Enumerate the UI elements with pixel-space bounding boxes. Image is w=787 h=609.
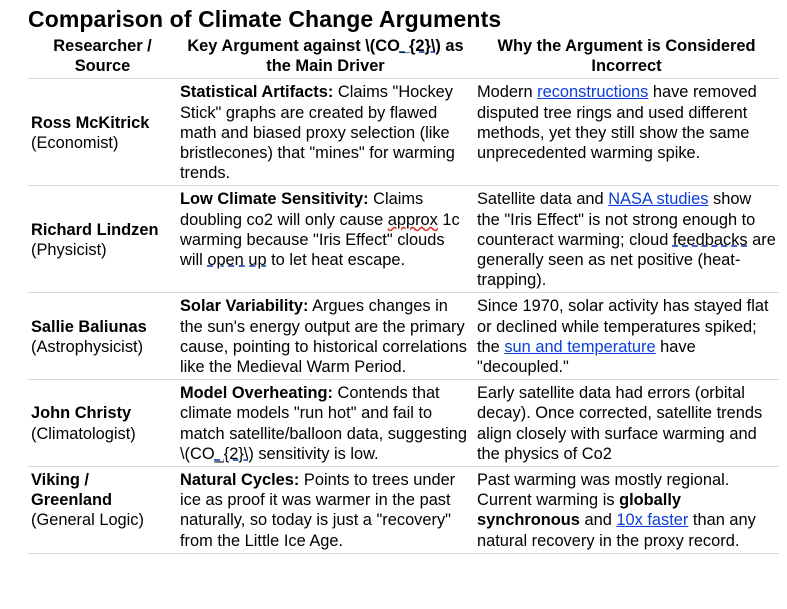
rebuttal-text: are generally seen as net positive (heat-trapping). [477, 230, 776, 290]
argument-text: 1c warming because "Iris Effect" clouds will [180, 210, 460, 270]
rebuttal-cell [474, 380, 779, 467]
rebuttal-cell [474, 293, 779, 380]
argument-cell [177, 79, 474, 186]
argument-cell [177, 467, 474, 554]
rebuttal-emphasis: globally synchronous [477, 491, 682, 530]
table-header-row [28, 36, 779, 79]
argument-lead: Natural Cycles: [180, 471, 300, 490]
argument-cell [177, 186, 474, 293]
rebuttal-text: Satellite data and [477, 190, 609, 209]
header-key-argument-pre: Key Argument against \(CO [187, 37, 400, 55]
rebuttal-cell [474, 467, 779, 554]
researcher-role: (Economist) [31, 133, 119, 152]
rebuttal-cell [474, 186, 779, 293]
argument-text: Claims doubling co2 will only cause [180, 190, 424, 229]
reconstructions-link[interactable]: reconstructions [537, 83, 649, 102]
header-researcher: Researcher / Source [28, 36, 177, 79]
argument-lead: Model Overheating: [180, 384, 333, 403]
table-row [28, 380, 779, 467]
table-row [28, 467, 779, 554]
grammar-flag-word: feedbacks [672, 230, 748, 249]
grammar-flag-phrase: _{2}\ [214, 444, 249, 463]
researcher-role: (Physicist) [31, 240, 107, 259]
rebuttal-text: and [579, 511, 617, 530]
rebuttal-text: show the "Iris Effect" is not strong enough to counteract warming; cloud [477, 190, 756, 249]
comparison-table [28, 36, 779, 554]
ten-x-faster-link[interactable]: 10x faster [616, 511, 689, 530]
researcher-role: (Climatologist) [31, 424, 136, 443]
argument-lead: Solar Variability: [180, 297, 309, 316]
researcher-name: Ross McKitrick [31, 113, 150, 132]
header-key-argument [177, 36, 474, 79]
argument-text: ) sensitivity is low. [248, 444, 379, 463]
argument-lead: Low Climate Sensitivity: [180, 190, 369, 209]
researcher-role: (Astrophysicist) [31, 337, 144, 356]
header-key-argument-sub: _{2}\ [399, 37, 436, 55]
researcher-cell [28, 467, 177, 554]
rebuttal-text: Since 1970, solar activity has stayed flat or declined while temperatures spiked; the [477, 297, 769, 356]
argument-text: Claims "Hockey Stick" graphs are created by flawed math and biased proxy selection (like bristlecones) that "mines" for warming trends. [180, 83, 455, 183]
grammar-flag-phrase: open up [207, 251, 267, 270]
argument-text: Contends that climate models "run hot" and fail to match satellite/balloon data, suggesting \(CO [180, 384, 468, 463]
argument-text: to let heat escape. [266, 251, 406, 270]
rebuttal-text: Modern [477, 83, 538, 102]
rebuttal-text: than any natural recovery in the proxy record. [477, 511, 756, 550]
sun-and-temperature-link[interactable]: sun and temperature [504, 337, 656, 356]
argument-cell [177, 380, 474, 467]
researcher-role: (General Logic) [31, 511, 144, 530]
researcher-name: Richard Lindzen [31, 220, 159, 239]
header-why-incorrect: Why the Argument is Considered Incorrect [474, 36, 779, 79]
spellcheck-word: approx [387, 210, 438, 229]
table-row [28, 186, 779, 293]
researcher-name: John Christy [31, 404, 132, 423]
header-key-argument-post: ) as the Main Driver [266, 37, 464, 76]
rebuttal-cell [474, 79, 779, 186]
argument-text: Argues changes in the sun's energy output are the primary cause, pointing to historical correlations like the Medieval Warm Period. [180, 297, 467, 377]
nasa-studies-link[interactable]: NASA studies [608, 190, 709, 209]
researcher-cell [28, 380, 177, 467]
rebuttal-text: Early satellite data had errors (orbital decay). Once corrected, satellite trends align closely with surface warming and the physics of Co2 [477, 384, 763, 463]
page-title: Comparison of Climate Change Arguments [28, 6, 502, 32]
table-row [28, 79, 779, 186]
rebuttal-text: have removed disputed tree rings and used different methods, yet they still show the same unprecedented warming spike. [477, 83, 757, 163]
researcher-cell [28, 186, 177, 293]
rebuttal-text: Past warming was mostly regional. Current warming is [477, 471, 730, 510]
table-row [28, 293, 779, 380]
researcher-cell [28, 293, 177, 380]
argument-lead: Statistical Artifacts: [180, 83, 334, 102]
researcher-name: Sallie Baliunas [31, 317, 147, 336]
argument-cell [177, 293, 474, 380]
researcher-cell [28, 79, 177, 186]
argument-text: Points to trees under ice as proof it was warmer in the past naturally, so today is just a "recovery" from the Little Ice Age. [180, 471, 456, 550]
rebuttal-text: have "decoupled." [477, 337, 696, 377]
researcher-name: Viking / Greenland [31, 471, 113, 510]
